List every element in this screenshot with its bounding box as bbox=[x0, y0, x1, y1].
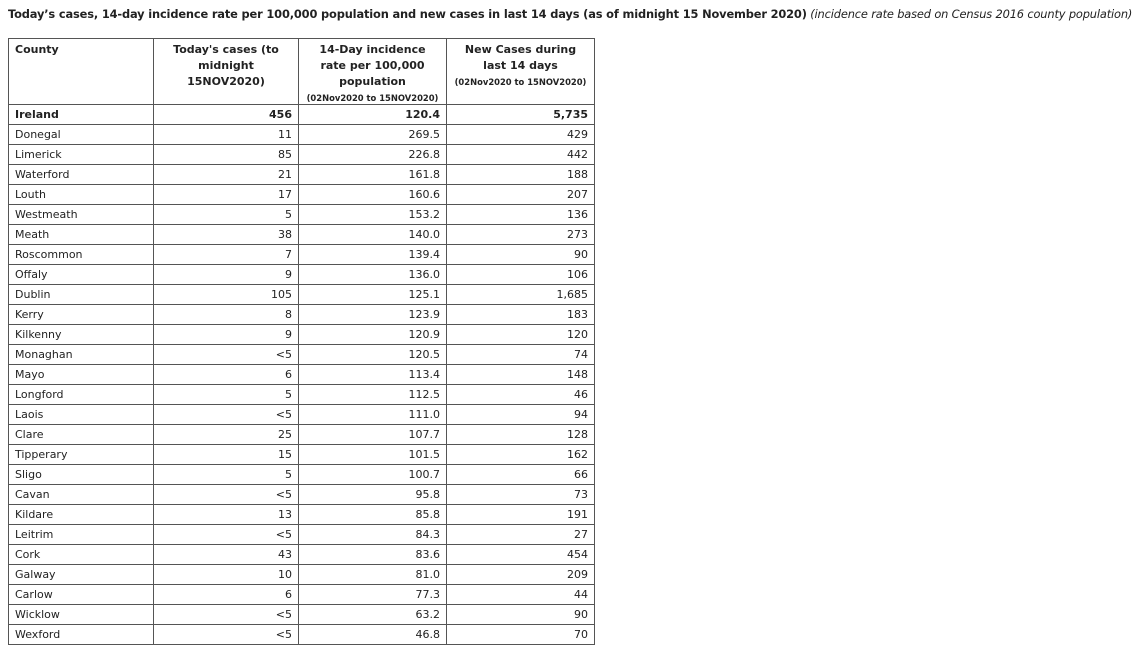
cell-today-cases: 9 bbox=[154, 265, 299, 285]
table-row bbox=[9, 585, 595, 605]
header-incidence-rate: 14-Day incidence rate per 100,000 population (02Nov2020 to 15NOV2020) bbox=[299, 39, 447, 105]
cell-new-cases: 70 bbox=[447, 625, 595, 645]
cell-county: Wicklow bbox=[9, 605, 154, 625]
cell-incidence-rate: 120.4 bbox=[299, 105, 447, 125]
cell-today-cases: 43 bbox=[154, 545, 299, 565]
cell-county: Kilkenny bbox=[9, 325, 154, 345]
cell-county: Leitrim bbox=[9, 525, 154, 545]
cell-today-cases: 15 bbox=[154, 445, 299, 465]
table-row bbox=[9, 245, 595, 265]
cell-today-cases: 25 bbox=[154, 425, 299, 445]
cell-today-cases: 38 bbox=[154, 225, 299, 245]
caption-title: Today’s cases, 14-day incidence rate per 100,000 population and new cases in last 14 days (as of midnight 15 November 2020) bbox=[8, 7, 807, 21]
cell-incidence-rate: 269.5 bbox=[299, 125, 447, 145]
cell-today-cases: 10 bbox=[154, 565, 299, 585]
cell-county: Kerry bbox=[9, 305, 154, 325]
cell-incidence-rate: 113.4 bbox=[299, 365, 447, 385]
table-row bbox=[9, 285, 595, 305]
cell-incidence-rate: 81.0 bbox=[299, 565, 447, 585]
cell-new-cases: 27 bbox=[447, 525, 595, 545]
cell-county: Monaghan bbox=[9, 345, 154, 365]
cell-today-cases: 11 bbox=[154, 125, 299, 145]
cell-county: Kildare bbox=[9, 505, 154, 525]
table-row bbox=[9, 625, 595, 645]
table-row bbox=[9, 465, 595, 485]
table-row bbox=[9, 185, 595, 205]
table-row bbox=[9, 325, 595, 345]
cell-new-cases: 442 bbox=[447, 145, 595, 165]
cell-county: Carlow bbox=[9, 585, 154, 605]
cell-new-cases: 128 bbox=[447, 425, 595, 445]
cell-county: Galway bbox=[9, 565, 154, 585]
cell-today-cases: 456 bbox=[154, 105, 299, 125]
table-row-total bbox=[9, 105, 595, 125]
cell-incidence-rate: 139.4 bbox=[299, 245, 447, 265]
cases-table bbox=[8, 38, 595, 645]
table-row bbox=[9, 345, 595, 365]
cell-new-cases: 191 bbox=[447, 505, 595, 525]
cell-today-cases: 21 bbox=[154, 165, 299, 185]
cell-new-cases: 106 bbox=[447, 265, 595, 285]
cell-incidence-rate: 95.8 bbox=[299, 485, 447, 505]
cell-today-cases: <5 bbox=[154, 525, 299, 545]
cell-county: Longford bbox=[9, 385, 154, 405]
cell-incidence-rate: 85.8 bbox=[299, 505, 447, 525]
cell-incidence-rate: 112.5 bbox=[299, 385, 447, 405]
cell-incidence-rate: 160.6 bbox=[299, 185, 447, 205]
table-body bbox=[9, 105, 595, 645]
cell-today-cases: <5 bbox=[154, 405, 299, 425]
cell-incidence-rate: 136.0 bbox=[299, 265, 447, 285]
table-row bbox=[9, 165, 595, 185]
table-row bbox=[9, 605, 595, 625]
cell-county: Wexford bbox=[9, 625, 154, 645]
cell-new-cases: 5,735 bbox=[447, 105, 595, 125]
table-row bbox=[9, 545, 595, 565]
cell-county: Limerick bbox=[9, 145, 154, 165]
table-row bbox=[9, 445, 595, 465]
cell-incidence-rate: 46.8 bbox=[299, 625, 447, 645]
cell-new-cases: 136 bbox=[447, 205, 595, 225]
cell-new-cases: 44 bbox=[447, 585, 595, 605]
cell-today-cases: 17 bbox=[154, 185, 299, 205]
cell-new-cases: 188 bbox=[447, 165, 595, 185]
cell-today-cases: 7 bbox=[154, 245, 299, 265]
cell-new-cases: 1,685 bbox=[447, 285, 595, 305]
header-county: County bbox=[9, 39, 154, 105]
cell-incidence-rate: 161.8 bbox=[299, 165, 447, 185]
header-today-cases: Today's cases (to midnight 15NOV2020) bbox=[154, 39, 299, 105]
cell-county: Ireland bbox=[9, 105, 154, 125]
cell-county: Cavan bbox=[9, 485, 154, 505]
cell-new-cases: 209 bbox=[447, 565, 595, 585]
cell-incidence-rate: 84.3 bbox=[299, 525, 447, 545]
cell-incidence-rate: 111.0 bbox=[299, 405, 447, 425]
table-row bbox=[9, 125, 595, 145]
cell-county: Westmeath bbox=[9, 205, 154, 225]
cell-incidence-rate: 63.2 bbox=[299, 605, 447, 625]
cell-incidence-rate: 226.8 bbox=[299, 145, 447, 165]
cell-incidence-rate: 77.3 bbox=[299, 585, 447, 605]
cell-new-cases: 46 bbox=[447, 385, 595, 405]
header-row bbox=[9, 39, 595, 105]
cell-today-cases: 6 bbox=[154, 585, 299, 605]
cell-county: Sligo bbox=[9, 465, 154, 485]
table-caption bbox=[8, 7, 1132, 22]
cell-incidence-rate: 83.6 bbox=[299, 545, 447, 565]
table-row bbox=[9, 305, 595, 325]
table-row bbox=[9, 565, 595, 585]
cell-new-cases: 66 bbox=[447, 465, 595, 485]
cell-today-cases: 5 bbox=[154, 385, 299, 405]
table-row bbox=[9, 145, 595, 165]
cell-new-cases: 162 bbox=[447, 445, 595, 465]
table-row bbox=[9, 425, 595, 445]
cell-today-cases: <5 bbox=[154, 485, 299, 505]
cell-county: Louth bbox=[9, 185, 154, 205]
cell-today-cases: 5 bbox=[154, 205, 299, 225]
caption-note: (incidence rate based on Census 2016 county population) bbox=[810, 7, 1132, 21]
cell-today-cases: 105 bbox=[154, 285, 299, 305]
table-row bbox=[9, 505, 595, 525]
cell-today-cases: 6 bbox=[154, 365, 299, 385]
cell-today-cases: 13 bbox=[154, 505, 299, 525]
cell-new-cases: 273 bbox=[447, 225, 595, 245]
cell-new-cases: 183 bbox=[447, 305, 595, 325]
cell-county: Roscommon bbox=[9, 245, 154, 265]
cell-new-cases: 429 bbox=[447, 125, 595, 145]
cell-county: Waterford bbox=[9, 165, 154, 185]
table-row bbox=[9, 365, 595, 385]
cell-county: Laois bbox=[9, 405, 154, 425]
cell-county: Offaly bbox=[9, 265, 154, 285]
cell-today-cases: 8 bbox=[154, 305, 299, 325]
cell-county: Meath bbox=[9, 225, 154, 245]
cell-incidence-rate: 153.2 bbox=[299, 205, 447, 225]
table-row bbox=[9, 485, 595, 505]
cell-county: Donegal bbox=[9, 125, 154, 145]
cell-new-cases: 454 bbox=[447, 545, 595, 565]
cell-incidence-rate: 120.9 bbox=[299, 325, 447, 345]
cell-incidence-rate: 125.1 bbox=[299, 285, 447, 305]
cell-incidence-rate: 101.5 bbox=[299, 445, 447, 465]
cell-county: Dublin bbox=[9, 285, 154, 305]
cell-today-cases: <5 bbox=[154, 605, 299, 625]
table-row bbox=[9, 525, 595, 545]
cell-today-cases: 5 bbox=[154, 465, 299, 485]
table-row bbox=[9, 405, 595, 425]
cell-new-cases: 120 bbox=[447, 325, 595, 345]
cell-county: Mayo bbox=[9, 365, 154, 385]
cell-today-cases: 9 bbox=[154, 325, 299, 345]
cell-incidence-rate: 120.5 bbox=[299, 345, 447, 365]
cell-incidence-rate: 107.7 bbox=[299, 425, 447, 445]
cell-new-cases: 90 bbox=[447, 245, 595, 265]
cell-incidence-rate: 123.9 bbox=[299, 305, 447, 325]
table-row bbox=[9, 225, 595, 245]
cell-new-cases: 90 bbox=[447, 605, 595, 625]
cell-county: Tipperary bbox=[9, 445, 154, 465]
cell-new-cases: 148 bbox=[447, 365, 595, 385]
cell-incidence-rate: 100.7 bbox=[299, 465, 447, 485]
table-row bbox=[9, 385, 595, 405]
cell-new-cases: 74 bbox=[447, 345, 595, 365]
table-row bbox=[9, 265, 595, 285]
cell-today-cases: 85 bbox=[154, 145, 299, 165]
cell-incidence-rate: 140.0 bbox=[299, 225, 447, 245]
cell-county: Cork bbox=[9, 545, 154, 565]
cell-new-cases: 73 bbox=[447, 485, 595, 505]
cell-today-cases: <5 bbox=[154, 345, 299, 365]
header-new-cases: New Cases during last 14 days (02Nov2020 to 15NOV2020) bbox=[447, 39, 595, 105]
cell-county: Clare bbox=[9, 425, 154, 445]
cell-today-cases: <5 bbox=[154, 625, 299, 645]
cell-new-cases: 94 bbox=[447, 405, 595, 425]
cell-new-cases: 207 bbox=[447, 185, 595, 205]
table-row bbox=[9, 205, 595, 225]
